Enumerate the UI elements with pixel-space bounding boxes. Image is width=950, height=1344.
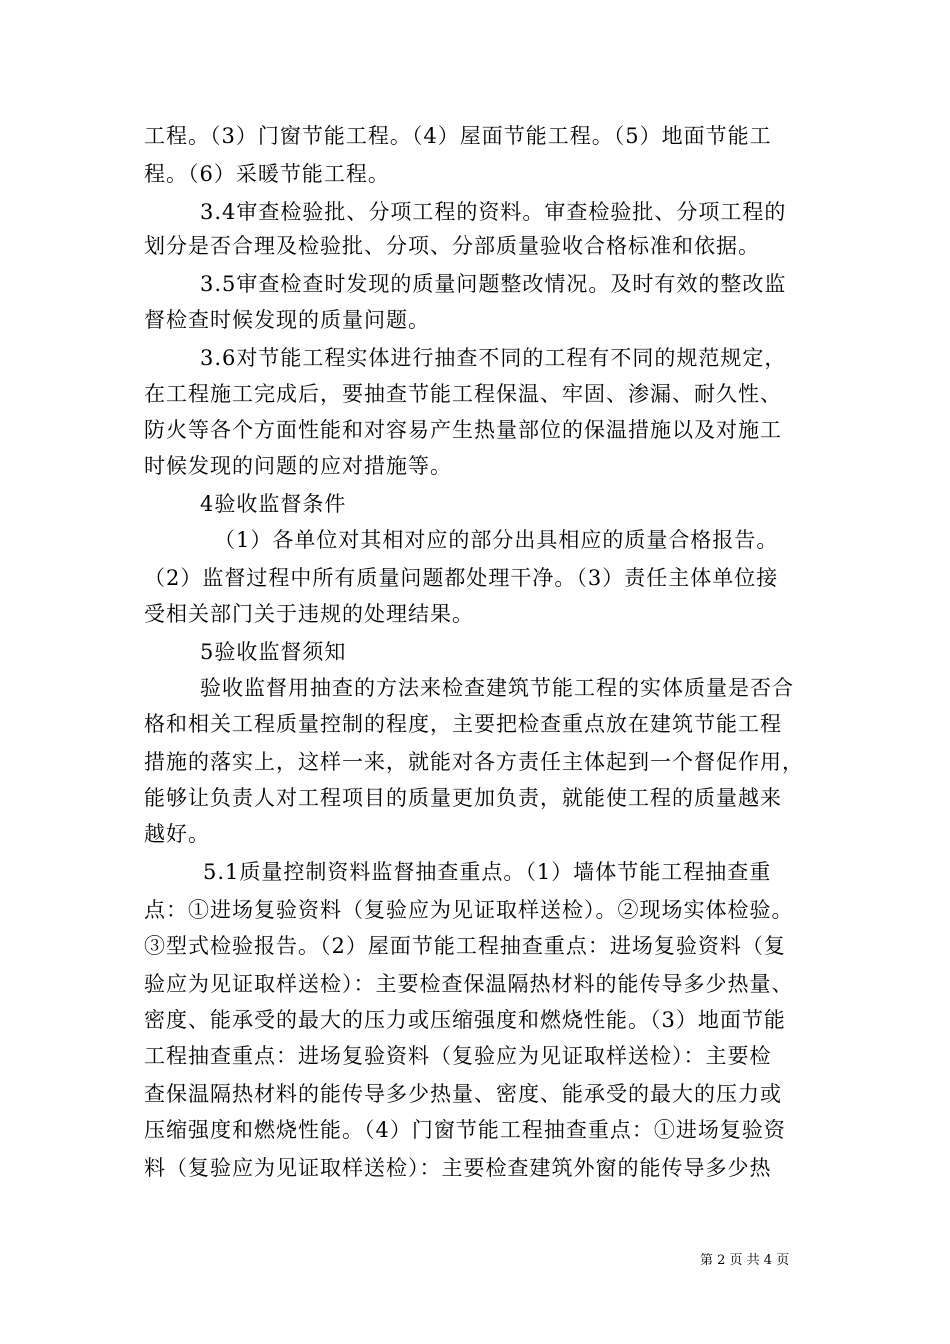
text-line: 密度、能承受的最大的压力或压缩强度和燃烧性能。（3）地面节能 [144,1008,786,1032]
section-heading: 4验收监督条件 [200,492,347,516]
text-line: 格和相关工程质量控制的程度，主要把检查重点放在建筑节能工程 [144,712,782,736]
text-line: 工程抽查重点：进场复验资料（复验应为见证取样送检）：主要检 [144,1044,772,1068]
page-number-footer: 第 2 页 共 4 页 [700,1253,790,1268]
text-line: 工程。（3）门窗节能工程。（4）屋面节能工程。（5）地面节能工 [144,124,772,148]
text-line: 3.5审查检查时发现的质量问题整改情况。及时有效的整改监 [200,272,787,296]
text-line: （1）各单位对其相对应的部分出具相应的质量合格报告。 [214,528,779,552]
text-line: 压缩强度和燃烧性能。（4）门窗节能工程抽查重点：①进场复验资 [144,1118,786,1142]
text-line: 督检查时候发现的质量问题。 [144,308,430,332]
text-line: （2）监督过程中所有质量问题都处理干净。（3）责任主体单位接 [144,566,779,590]
text-line: 3.4审查检验批、分项工程的资料。审查检验批、分项工程的 [200,200,787,224]
section-heading: 5验收监督须知 [200,640,347,664]
text-line: 措施的落实上，这样一来，就能对各方责任主体起到一个督促作用， [144,750,804,774]
text-line: 在工程施工完成后，要抽查节能工程保温、牢固、渗漏、耐久性、 [144,382,782,406]
text-line: 点：①进场复验资料（复验应为见证取样送检）。②现场实体检验。 [144,898,794,922]
text-line: 划分是否合理及检验批、分项、分部质量验收合格标准和依据。 [144,234,760,258]
text-line: 防火等各个方面性能和对容易产生热量部位的保温措施以及对施工 [144,418,782,442]
text-line: 越好。 [144,822,210,846]
text-line: 能够让负责人对工程项目的质量更加负责，就能使工程的质量越来 [144,786,782,810]
text-line: 料（复验应为见证取样送检）：主要检查建筑外窗的能传导多少热 [144,1156,772,1180]
text-line: 验收监督用抽查的方法来检查建筑节能工程的实体质量是否合 [200,676,794,700]
text-line: 受相关部门关于违规的处理结果。 [144,602,474,626]
text-line: 查保温隔热材料的能传导多少热量、密度、能承受的最大的压力或 [144,1082,782,1106]
text-line: 程。（6）采暖节能工程。 [144,162,390,186]
text-line: ③型式检验报告。（2）屋面节能工程抽查重点：进场复验资料（复 [144,934,786,958]
text-line: 时候发现的问题的应对措施等。 [144,454,452,478]
text-line: 验应为见证取样送检）：主要检查保温隔热材料的能传导多少热量、 [144,972,794,996]
text-line: 5.1质量控制资料监督抽查重点。（1）墙体节能工程抽查重 [203,860,772,884]
text-line: 3.6对节能工程实体进行抽查不同的工程有不同的规范规定， [200,346,787,370]
